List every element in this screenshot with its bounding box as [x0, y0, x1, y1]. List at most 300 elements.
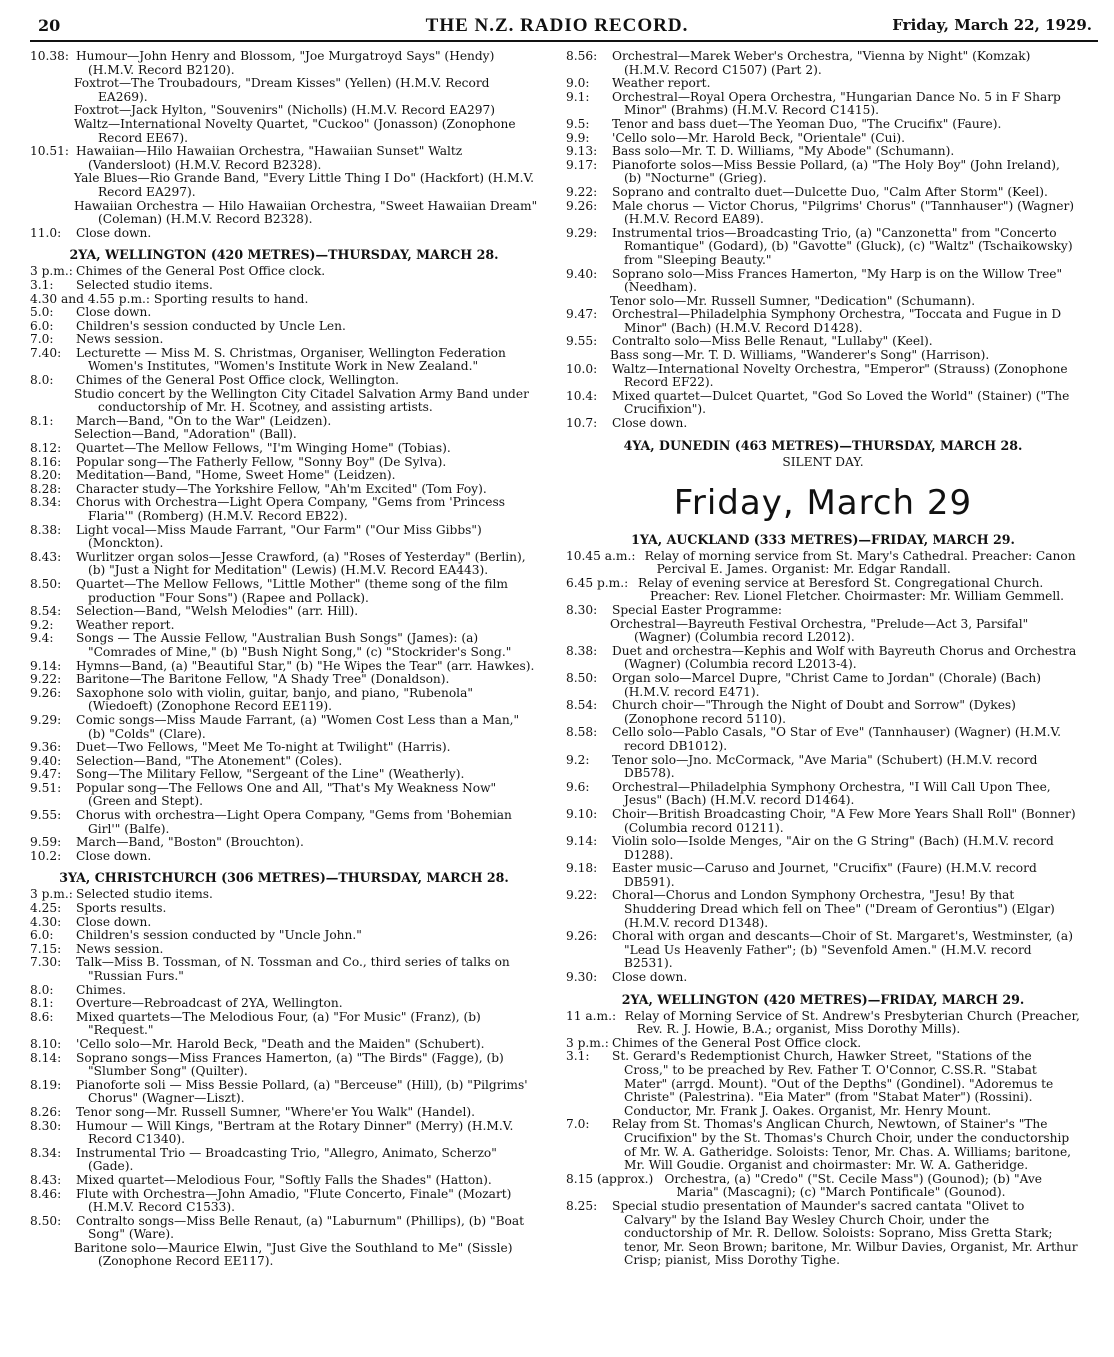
entry-text: Organ solo—Marcel Dupre, "Christ Came to Jordan" (Chorale) (Bach) (H.M.V. record E471).: [612, 670, 1042, 699]
entry-time: 8.26:: [30, 1104, 62, 1119]
entry-text: Hymns—Band, (a) "Beautiful Star," (b) "He Wipes the Tear" (arr. Hawkes).: [76, 658, 535, 673]
entry-time: 9.55:: [30, 808, 62, 823]
programme-entry: [30, 415, 538, 429]
programme-entry: [566, 862, 1080, 889]
programme-entry: [30, 929, 538, 943]
entry-time: 10.45 a.m.:: [566, 548, 636, 563]
entry-text: March—Band, "Boston" (Brouchton).: [76, 835, 304, 850]
programme-subentry: [30, 388, 538, 415]
newspaper-title: THE N.Z. RADIO RECORD.: [425, 15, 689, 36]
programme-entry: [30, 456, 538, 470]
entry-text: Soprano songs—Miss Frances Hamerton, (a) "The Birds" (Fagge), (b) "Slumber Song" (Quilter).: [76, 1050, 504, 1079]
entry-text: Selected studio items.: [76, 887, 213, 902]
entry-text: Humour — Will Kings, "Bertram at the Rotary Dinner" (Merry) (H.M.V. Record C1340).: [76, 1118, 514, 1147]
entry-time: 8.43:: [30, 549, 62, 564]
programme-subentry: [30, 104, 538, 118]
entry-text: News session.: [76, 332, 164, 347]
programme-entry: [30, 442, 538, 456]
entry-text: Weather report.: [76, 617, 175, 632]
entry-time: 8.34:: [30, 495, 62, 510]
programme-entry: [566, 1118, 1080, 1172]
entry-text: Lecturette — Miss M. S. Christmas, Organiser, Wellington Federation Women's Institutes, "Women's Institute Work in New Zealand.": [76, 345, 506, 374]
entry-text: Bass song—Mr. T. D. Williams, "Wanderer's Song" (Harrison).: [610, 348, 990, 363]
entry-text: Flute with Orchestra—John Amadio, "Flute Concerto, Finale" (Mozart) (H.M.V. Record C1533).: [76, 1186, 512, 1215]
entry-time: 8.16:: [30, 454, 62, 469]
programme-entry: [566, 577, 1080, 604]
entry-time: 7.15:: [30, 941, 62, 956]
entry-time: 8.20:: [30, 468, 62, 483]
programme-subentry: [566, 349, 1080, 363]
entry-text: St. Gerard's Redemptionist Church, Hawker Street, "Stations of the Cross," to be preached by Rev. Father T. O'Connor, C.SS.R. "Stabat Mater" (arrgd. Mount). "Out of the Depths" (Gondinel). "Adoremus te Christe" (Palestrina). "Eia Mater" (from "Stabat Mater") (Rossini). Conductor, Mr. Frank J. Oakes. Organist, Mr. Henry Mount.: [612, 1049, 1054, 1118]
entry-text: Choir—British Broadcasting Choir, "A Few More Years Shall Roll" (Bonner) (Columbia record 01211).: [612, 806, 1076, 835]
programme-subentry: [30, 1242, 538, 1269]
entry-text: 'Cello solo—Mr. Harold Beck, "Orientale" (Cui).: [612, 130, 905, 145]
entry-text: Selection—Band, "The Atonement" (Coles).: [76, 753, 343, 768]
programme-entry: [566, 1010, 1080, 1037]
programme-entry: [566, 1173, 1080, 1200]
programme-entry: [30, 1038, 538, 1052]
entry-time: 8.43:: [30, 1172, 62, 1187]
programme-entry: [30, 1106, 538, 1120]
entry-text: Popular song—The Fatherly Fellow, "Sonny Boy" (De Sylva).: [76, 454, 447, 469]
entry-text: Orchestral—Philadelphia Symphony Orchestra, "Toccata and Fugue in D Minor" (Bach) (H.M.V. Record D1428).: [612, 307, 1062, 335]
entry-text: Orchestral—Marek Weber's Orchestra, "Vienna by Night" (Komzak) (H.M.V. Record C1507) (Part 2).: [612, 50, 1031, 77]
entry-time: 9.22:: [566, 888, 598, 903]
programme-entry: [30, 279, 538, 293]
entry-text: Character study—The Yorkshire Fellow, "Ah'm Excited" (Tom Foy).: [76, 481, 487, 496]
entry-text: Light vocal—Miss Maude Farrant, "Our Farm" ("Our Miss Gibbs") (Monckton).: [76, 522, 482, 551]
entry-time: 8.56:: [566, 50, 598, 63]
entry-time: 11.0:: [30, 225, 62, 240]
programme-entry: [30, 673, 538, 687]
entry-time: 3 p.m.:: [566, 1035, 609, 1050]
programme-entry: [30, 145, 538, 172]
programme-subentry: [30, 172, 538, 199]
programme-entry: [566, 186, 1080, 200]
programme-entry: [30, 374, 538, 388]
entry-time: 8.46:: [30, 1186, 62, 1201]
entry-time: 8.54:: [30, 604, 62, 619]
programme-entry: [566, 200, 1080, 227]
entry-text: Humour—John Henry and Blossom, "Joe Murgatroyd Says" (Hendy) (H.M.V. Record B2120).: [76, 50, 495, 77]
entry-time: 9.40:: [566, 266, 598, 281]
page-header: [0, 0, 1114, 40]
entry-text: Chimes.: [76, 982, 126, 997]
entry-time: 10.4:: [566, 388, 598, 403]
entry-time: 10.0:: [566, 361, 598, 376]
entry-text: Instrumental Trio — Broadcasting Trio, "Allegro, Animato, Scherzo" (Gade).: [76, 1145, 497, 1174]
programme-entry: [30, 984, 538, 998]
programme-entry: [566, 390, 1080, 417]
entry-time: 9.5:: [566, 116, 590, 131]
entry-text: Chimes of the General Post Office clock, Wellington.: [76, 373, 399, 388]
programme-entry: [30, 1147, 538, 1174]
programme-entry: [30, 227, 538, 241]
entry-text: Orchestral—Bayreuth Festival Orchestra, "Prelude—Act 3, Parsifal" (Wagner) (Columbia record L2012).: [610, 616, 1029, 645]
station-heading: 3YA, CHRISTCHURCH (306 METRES)—THURSDAY, MARCH 28.: [59, 870, 509, 886]
programme-entry: [30, 741, 538, 755]
programme-entry: [566, 726, 1080, 753]
programme-entry: [30, 956, 538, 983]
entry-time: 9.40:: [30, 753, 62, 768]
programme-entry: [30, 496, 538, 523]
left-column: [30, 50, 538, 1269]
entry-time: 9.22:: [566, 184, 598, 199]
entry-time: 11 a.m.:: [566, 1008, 617, 1023]
entry-text: Quartet—The Mellow Fellows, "Little Mother" (theme song of the film production "Four Sons") (Rapee and Pollack).: [76, 576, 508, 605]
entry-text: Studio concert by the Wellington City Citadel Salvation Army Band under conductorship of Mr. H. Scotney, and assisting artists.: [74, 386, 529, 415]
programme-entry: [30, 943, 538, 957]
programme-entry: [566, 550, 1080, 577]
entry-text: Talk—Miss B. Tossman, of N. Tossman and Co., third series of talks on "Russian Furs.": [76, 955, 510, 983]
issue-date: Friday, March 22, 1929.: [892, 16, 1092, 34]
entry-text: Popular song—The Fellows One and All, "That's My Weakness Now" (Green and Stept).: [76, 780, 497, 809]
entry-time: 3.1:: [30, 277, 54, 292]
programme-entry: [30, 50, 538, 77]
entry-text: Special Easter Programme:: [612, 603, 783, 617]
entry-time: 8.15 (approx.): [566, 1171, 654, 1186]
entry-text: Contralto solo—Miss Belle Renaut, "Lullaby" (Keel).: [612, 334, 933, 349]
programme-entry: [566, 699, 1080, 726]
programme-entry: [30, 320, 538, 334]
programme-entry: [566, 604, 1080, 618]
entry-time: 8.50:: [30, 576, 62, 591]
entry-time: 10.7:: [566, 416, 598, 431]
entry-text: Songs — The Aussie Fellow, "Australian Bush Songs" (James): (a) "Comrades of Mine," (b) "Bush Night Song," (c) "Stockrider's Song.": [76, 631, 512, 659]
entry-text: Mixed quartets—The Melodious Four, (a) "For Music" (Franz), (b) "Request.": [76, 1009, 481, 1038]
programme-entry: [566, 672, 1080, 699]
entry-time: 7.0:: [30, 332, 54, 347]
programme-entry: [566, 889, 1080, 930]
programme-entry: [566, 268, 1080, 295]
entry-text: Wurlitzer organ solos—Jesse Crawford, (a) "Roses of Yesterday" (Berlin), (b) "Just a Night for Meditation" (Lewis) (H.M.V. Record EA443).: [76, 549, 526, 578]
programme-entry: [30, 660, 538, 674]
entry-time: 9.47:: [566, 307, 598, 322]
programme-entry: [566, 159, 1080, 186]
entry-text: Orchestral—Royal Opera Orchestra, "Hungarian Dance No. 5 in F Sharp Minor" (Brahms) (H.M.V. Record C1415).: [612, 89, 1061, 118]
entry-text: Relay of morning service from St. Mary's Cathedral. Preacher: Canon Percival E. James. Organist: Mr. Edgar Randall.: [644, 548, 1076, 577]
programme-entry: [30, 1011, 538, 1038]
entry-time: 3.1:: [566, 1049, 590, 1064]
entry-time: 9.9:: [566, 130, 590, 145]
entry-text: Tenor solo—Mr. Russell Sumner, "Dedication" (Schumann).: [610, 293, 976, 308]
programme-entry: [30, 997, 538, 1011]
entry-text: Quartet—The Mellow Fellows, "I'm Winging Home" (Tobias).: [76, 441, 451, 456]
entry-text: Church choir—"Through the Night of Doubt and Sorrow" (Dykes) (Zonophone record 5110).: [612, 698, 1016, 726]
entry-text: Baritone—The Baritone Fellow, "A Shady Tree" (Donaldson).: [76, 672, 450, 687]
station-heading: 1YA, AUCKLAND (333 METRES)—FRIDAY, MARCH 29.: [631, 531, 1015, 547]
entry-text: Overture—Rebroadcast of 2YA, Wellington.: [76, 996, 343, 1011]
entry-text: Easter music—Caruso and Journet, "Crucifix" (Faure) (H.M.V. record DB591).: [612, 861, 1037, 889]
entry-time: 8.38:: [30, 522, 62, 537]
entry-text: Tenor solo—Jno. McCormack, "Ave Maria" (Schubert) (H.M.V. record DB578).: [612, 752, 1038, 781]
programme-entry: [30, 1188, 538, 1215]
entry-time: 8.54:: [566, 698, 598, 713]
programme-subentry: [566, 618, 1080, 645]
entry-time: 4.25:: [30, 901, 62, 916]
programme-subentry: [30, 118, 538, 145]
entry-text: Instrumental trios—Broadcasting Trio, (a) "Canzonetta" from "Concerto Romantique" (Godard), (b) "Gavotte" (Gluck), (c) "Waltz" (Tschaikowsky) from "Sleeping Beauty.": [612, 225, 1073, 267]
programme-entry: [566, 50, 1080, 77]
programme-entry: [30, 333, 538, 347]
programme-entry: [30, 1215, 538, 1242]
entry-text: Waltz—International Novelty Orchestra, "Emperor" (Strauss) (Zonophone Record EF22).: [612, 361, 1068, 390]
entry-text: Meditation—Band, "Home, Sweet Home" (Leidzen).: [76, 468, 396, 483]
entry-text: Tenor and bass duet—The Yeoman Duo, "The Crucifix" (Faure).: [612, 116, 1002, 131]
programme-entry: [30, 782, 538, 809]
entry-text: Contralto songs—Miss Belle Renaut, (a) "Laburnum" (Phillips), (b) "Boat Song" (Ware).: [76, 1213, 525, 1242]
entry-text: Close down.: [76, 225, 152, 240]
entry-time: 3 p.m.:: [30, 264, 73, 279]
programme-entry: [30, 755, 538, 769]
entry-time: 9.36:: [30, 740, 62, 755]
entry-time: 8.6:: [30, 1009, 54, 1024]
entry-time: 9.17:: [566, 157, 598, 172]
entry-text: Relay of Morning Service of St. Andrew's Presbyterian Church (Preacher, Rev. R. J. Howie, B.A.; organist, Miss Dorothy Mills).: [624, 1008, 1080, 1037]
programme-entry: [30, 916, 538, 930]
entry-time: 3 p.m.:: [30, 887, 73, 902]
entry-time: 8.1:: [30, 413, 54, 428]
entry-text: Pianoforte solos—Miss Bessie Pollard, (a) "The Holy Boy" (John Ireland), (b) "Nocturne" (Grieg).: [612, 157, 1060, 186]
entry-text: Special studio presentation of Maunder's sacred cantata "Olivet to Calvary" by the Island Bay Wesley Church Choir, under the conductorship of Mr. R. Dellow. Soloists: Soprano, Miss Gretta Stark; tenor, Mr. Seon Brown; baritone, Mr. Wilbur Davies, Organist, Mr. Arthur Crisp; pianist, Miss Dorothy Tighe.: [612, 1198, 1078, 1268]
entry-time: 8.50:: [30, 1213, 62, 1228]
silent-day-note: SILENT DAY.: [782, 454, 864, 469]
entry-time: 9.2:: [30, 617, 54, 632]
entry-time: 9.51:: [30, 780, 62, 795]
programme-entry: [30, 714, 538, 741]
programme-subentry: [30, 77, 538, 104]
entry-time: 9.14:: [30, 658, 62, 673]
programme-entry: [566, 754, 1080, 781]
programme-entry: [30, 605, 538, 619]
entry-text: Hawaiian Orchestra — Hilo Hawaiian Orchestra, "Sweet Hawaiian Dream" (Coleman) (H.M.V. Record B2328).: [74, 198, 538, 227]
programme-entry: [30, 578, 538, 605]
header-rule: [30, 40, 1098, 42]
entry-time: 6.0:: [30, 928, 54, 943]
programme-entry: [30, 265, 538, 279]
entry-time: 9.10:: [566, 806, 598, 821]
entry-text: Children's session conducted by Uncle Len.: [76, 318, 346, 333]
entry-time: 9.26:: [566, 929, 598, 944]
entry-text: Relay from St. Thomas's Anglican Church, Newtown, of Stainer's "The Crucifixion" by the St. Thomas's Church Choir, under the conductorship of Mr. W. A. Gatheridge. Soloists: Tenor, Mr. Chas. A. Williams; baritone, Mr. Will Goudie. Organist and choirmaster: Mr. W. A. Gatheridge.: [612, 1117, 1072, 1173]
programme-entry: 4.30 and 4.55 p.m.: Sporting results to hand.: [30, 291, 309, 306]
programme-entry: [30, 551, 538, 578]
programme-entry: [30, 483, 538, 497]
programme-entry: [30, 888, 538, 902]
station-heading: 2YA, WELLINGTON (420 METRES)—THURSDAY, MARCH 28.: [69, 247, 499, 263]
entry-time: 9.29:: [566, 225, 598, 240]
entry-time: 9.26:: [30, 685, 62, 700]
station-heading: 4YA, DUNEDIN (463 METRES)—THURSDAY, MARCH 28.: [623, 437, 1023, 453]
programme-entry: [566, 417, 1080, 431]
entry-text: Comic songs—Miss Maude Farrant, (a) "Women Cost Less than a Man," (b) "Colds" (Clare).: [76, 712, 520, 741]
entry-text: Selected studio items.: [76, 277, 213, 292]
entry-time: 7.0:: [566, 1117, 590, 1132]
entry-text: Chorus with Orchestra—Light Opera Company, "Gems from 'Princess Flaria'" (Romberg) (H.M.V. Record EB22).: [76, 495, 505, 523]
entry-time: 8.1:: [30, 996, 54, 1011]
entry-text: Song—The Military Fellow, "Sergeant of the Line" (Weatherly).: [76, 767, 465, 782]
entry-text: Chimes of the General Post Office clock.: [612, 1035, 862, 1050]
entry-time: 4.30:: [30, 914, 62, 929]
entry-text: Foxtrot—The Troubadours, "Dream Kisses" (Yellen) (H.M.V. Record EA269).: [74, 76, 490, 104]
entry-time: 8.19:: [30, 1077, 62, 1092]
entry-time: 8.30:: [566, 603, 598, 617]
programme-entry: [566, 781, 1080, 808]
entry-time: 8.14:: [30, 1050, 62, 1065]
entry-time: 9.4:: [30, 631, 54, 646]
programme-entry: [30, 836, 538, 850]
programme-entry: [566, 132, 1080, 146]
entry-text: Duet and orchestra—Kephis and Wolf with Bayreuth Chorus and Orchestra (Wagner) (Columbia record L2013-4).: [612, 643, 1077, 672]
programme-subentry: [30, 200, 538, 227]
entry-time: 8.38:: [566, 643, 598, 658]
entry-time: 9.22:: [30, 672, 62, 687]
entry-time: 6.45 p.m.:: [566, 575, 629, 590]
entry-time: 8.10:: [30, 1036, 62, 1051]
entry-text: Choral—Chorus and London Symphony Orchestra, "Jesu! By that Shuddering Dread which fell on Thee" ("Dream of Gerontius") (Elgar) (H.M.V. record D1348).: [612, 888, 1055, 930]
programme-entry: [566, 363, 1080, 390]
entry-text: Choral with organ and descants—Choir of St. Margaret's, Westminster, (a) "Lead Us Heavenly Father"; (b) "Sevenfold Amen." (H.M.V. record B2531).: [612, 929, 1073, 971]
day-heading: Friday, March 29: [673, 482, 973, 523]
entry-text: Orchestra, (a) "Credo" ("St. Cecile Mass") (Gounod); (b) "Ave Maria" (Mascagni); (c) "March Pontificale" (Gounod).: [664, 1171, 1043, 1200]
entry-time: 8.58:: [566, 725, 598, 740]
entry-text: Close down.: [76, 914, 152, 929]
entry-time: 9.14:: [566, 834, 598, 849]
entry-text: Close down.: [612, 416, 688, 431]
programme-entry: [30, 306, 538, 320]
entry-time: 9.59:: [30, 835, 62, 850]
programme-entry: [566, 1200, 1080, 1268]
programme-entry: [566, 835, 1080, 862]
entry-text: Cello solo—Pablo Casals, "O Star of Eve" (Tannhauser) (Wagner) (H.M.V. record DB1012).: [612, 725, 1062, 753]
programme-entry: [566, 77, 1080, 91]
entry-text: Relay of evening service at Beresford St. Congregational Church. Preacher: Rev. Lionel Fletcher. Choirmaster: Mr. William Gemmell.: [638, 575, 1065, 604]
entry-text: Weather report.: [612, 76, 711, 91]
entry-time: 10.38:: [30, 50, 69, 63]
entry-time: 8.25:: [566, 1198, 598, 1213]
entry-text: Violin solo—Isolde Menges, "Air on the G String" (Bach) (H.M.V. record D1288).: [612, 834, 1054, 862]
entry-text: Baritone solo—Maurice Elwin, "Just Give the Southland to Me" (Sissle) (Zonophone Record EE117).: [74, 1240, 513, 1269]
entry-text: Tenor song—Mr. Russell Sumner, "Where'er You Walk" (Handel).: [76, 1104, 475, 1119]
programme-subentry: [30, 428, 538, 442]
entry-time: 9.55:: [566, 334, 598, 349]
entry-time: 8.0:: [30, 373, 54, 388]
programme-entry: [566, 971, 1080, 985]
programme-subentry: [566, 295, 1080, 309]
entry-text: Male chorus — Victor Chorus, "Pilgrims' Chorus" ("Tannhauser") (Wagner) (H.M.V. Record EA89).: [612, 198, 1075, 227]
entry-text: Mixed quartet—Melodious Four, "Softly Falls the Shades" (Hatton).: [76, 1172, 492, 1187]
programme-entry: [30, 1174, 538, 1188]
programme-entry: [30, 850, 538, 864]
entry-time: 9.18:: [566, 861, 598, 876]
entry-text: Bass solo—Mr. T. D. Williams, "My Abode" (Schumann).: [612, 144, 955, 159]
entry-text: Yale Blues—Rio Grande Band, "Every Little Thing I Do" (Hackfort) (H.M.V. Record EA297).: [74, 171, 535, 199]
entry-text: Selection—Band, "Welsh Melodies" (arr. Hill).: [76, 604, 359, 619]
programme-entry: [566, 118, 1080, 132]
programme-entry: [566, 335, 1080, 349]
programme-entry: [30, 1052, 538, 1079]
programme-entry: [30, 687, 538, 714]
entry-text: Chorus with orchestra—Light Opera Company, "Gems from 'Bohemian Girl'" (Balfe).: [76, 808, 512, 836]
entry-text: Waltz—International Novelty Quartet, "Cuckoo" (Jonasson) (Zonophone Record EE67).: [74, 116, 516, 145]
programme-entry: [566, 308, 1080, 335]
entry-time: 8.34:: [30, 1145, 62, 1160]
programme-entry: [566, 91, 1080, 118]
programme-entry: [30, 1079, 538, 1106]
entry-time: 8.28:: [30, 481, 62, 496]
page-number: 20: [38, 16, 61, 35]
entry-text: Sports results.: [76, 901, 167, 916]
entry-time: 9.47:: [30, 767, 62, 782]
station-heading: 2YA, WELLINGTON (420 METRES)—FRIDAY, MARCH 29.: [621, 991, 1025, 1007]
entry-text: Children's session conducted by "Uncle John.": [76, 928, 362, 943]
entry-text: Orchestral—Philadelphia Symphony Orchestra, "I Will Call Upon Thee, Jesus" (Bach) (H.M.V. record D1464).: [612, 779, 1051, 808]
programme-entry: [566, 1037, 1080, 1051]
entry-text: Chimes of the General Post Office clock.: [76, 264, 326, 279]
entry-time: 8.50:: [566, 670, 598, 685]
programme-entry: [30, 1120, 538, 1147]
entry-text: News session.: [76, 941, 164, 956]
entry-text: Selection—Band, "Adoration" (Ball).: [74, 427, 297, 442]
programme-entry: [30, 619, 538, 633]
entry-time: 9.29:: [30, 712, 62, 727]
entry-text: Close down.: [76, 848, 152, 863]
entry-time: 7.30:: [30, 955, 62, 970]
programme-entry: [30, 809, 538, 836]
entry-time: 7.40:: [30, 345, 62, 360]
entry-time: 9.13:: [566, 144, 598, 159]
programme-entry: [30, 632, 538, 659]
entry-text: Soprano solo—Miss Frances Hamerton, "My Harp is on the Willow Tree" (Needham).: [612, 266, 1063, 295]
programme-entry: [30, 902, 538, 916]
entry-time: 8.0:: [30, 982, 54, 997]
entry-time: 9.1:: [566, 89, 590, 104]
programme-entry: [30, 347, 538, 374]
entry-time: 5.0:: [30, 305, 54, 320]
programme-entry: [566, 1050, 1080, 1118]
entry-time: 10.51:: [30, 144, 69, 159]
entry-time: 10.2:: [30, 848, 62, 863]
programme-entry: [30, 768, 538, 782]
entry-time: 9.6:: [566, 779, 590, 794]
entry-text: Pianoforte soli — Miss Bessie Pollard, (a) "Berceuse" (Hill), (b) "Pilgrims' Chorus" (Wagner—Liszt).: [76, 1077, 528, 1106]
entry-time: 9.30:: [566, 970, 598, 985]
entry-time: 9.2:: [566, 752, 590, 767]
programme-entry: [566, 227, 1080, 268]
programme-entry: [566, 145, 1080, 159]
entry-time: 9.26:: [566, 198, 598, 213]
entry-text: Hawaiian—Hilo Hawaiian Orchestra, "Hawaiian Sunset" Waltz (Vandersloot) (H.M.V. Record B2328).: [76, 144, 463, 172]
entry-text: Soprano and contralto duet—Dulcette Duo, "Calm After Storm" (Keel).: [612, 184, 1048, 199]
entry-time: 6.0:: [30, 318, 54, 333]
entry-text: Mixed quartet—Dulcet Quartet, "God So Loved the World" (Stainer) ("The Crucifixion").: [612, 388, 1070, 417]
right-column: [566, 50, 1080, 1268]
programme-entry: [30, 524, 538, 551]
entry-time: 8.12:: [30, 441, 62, 456]
entry-text: Foxtrot—Jack Hylton, "Souvenirs" (Nicholls) (H.M.V. Record EA297): [74, 103, 495, 118]
entry-time: 9.0:: [566, 76, 590, 91]
programme-entry: [566, 645, 1080, 672]
entry-time: 8.30:: [30, 1118, 62, 1133]
entry-text: Duet—Two Fellows, "Meet Me To-night at Twilight" (Harris).: [76, 740, 451, 755]
programme-entry: [566, 930, 1080, 971]
entry-text: Saxophone solo with violin, guitar, banjo, and piano, "Rubenola" (Wiedoeft) (Zonophone Record EE119).: [76, 685, 473, 714]
programme-entry: [30, 469, 538, 483]
entry-text: 'Cello solo—Mr. Harold Beck, "Death and the Maiden" (Schubert).: [76, 1036, 485, 1051]
entry-text: March—Band, "On to the War" (Leidzen).: [76, 413, 332, 428]
programme-entry: [566, 808, 1080, 835]
entry-text: Close down.: [76, 305, 152, 320]
